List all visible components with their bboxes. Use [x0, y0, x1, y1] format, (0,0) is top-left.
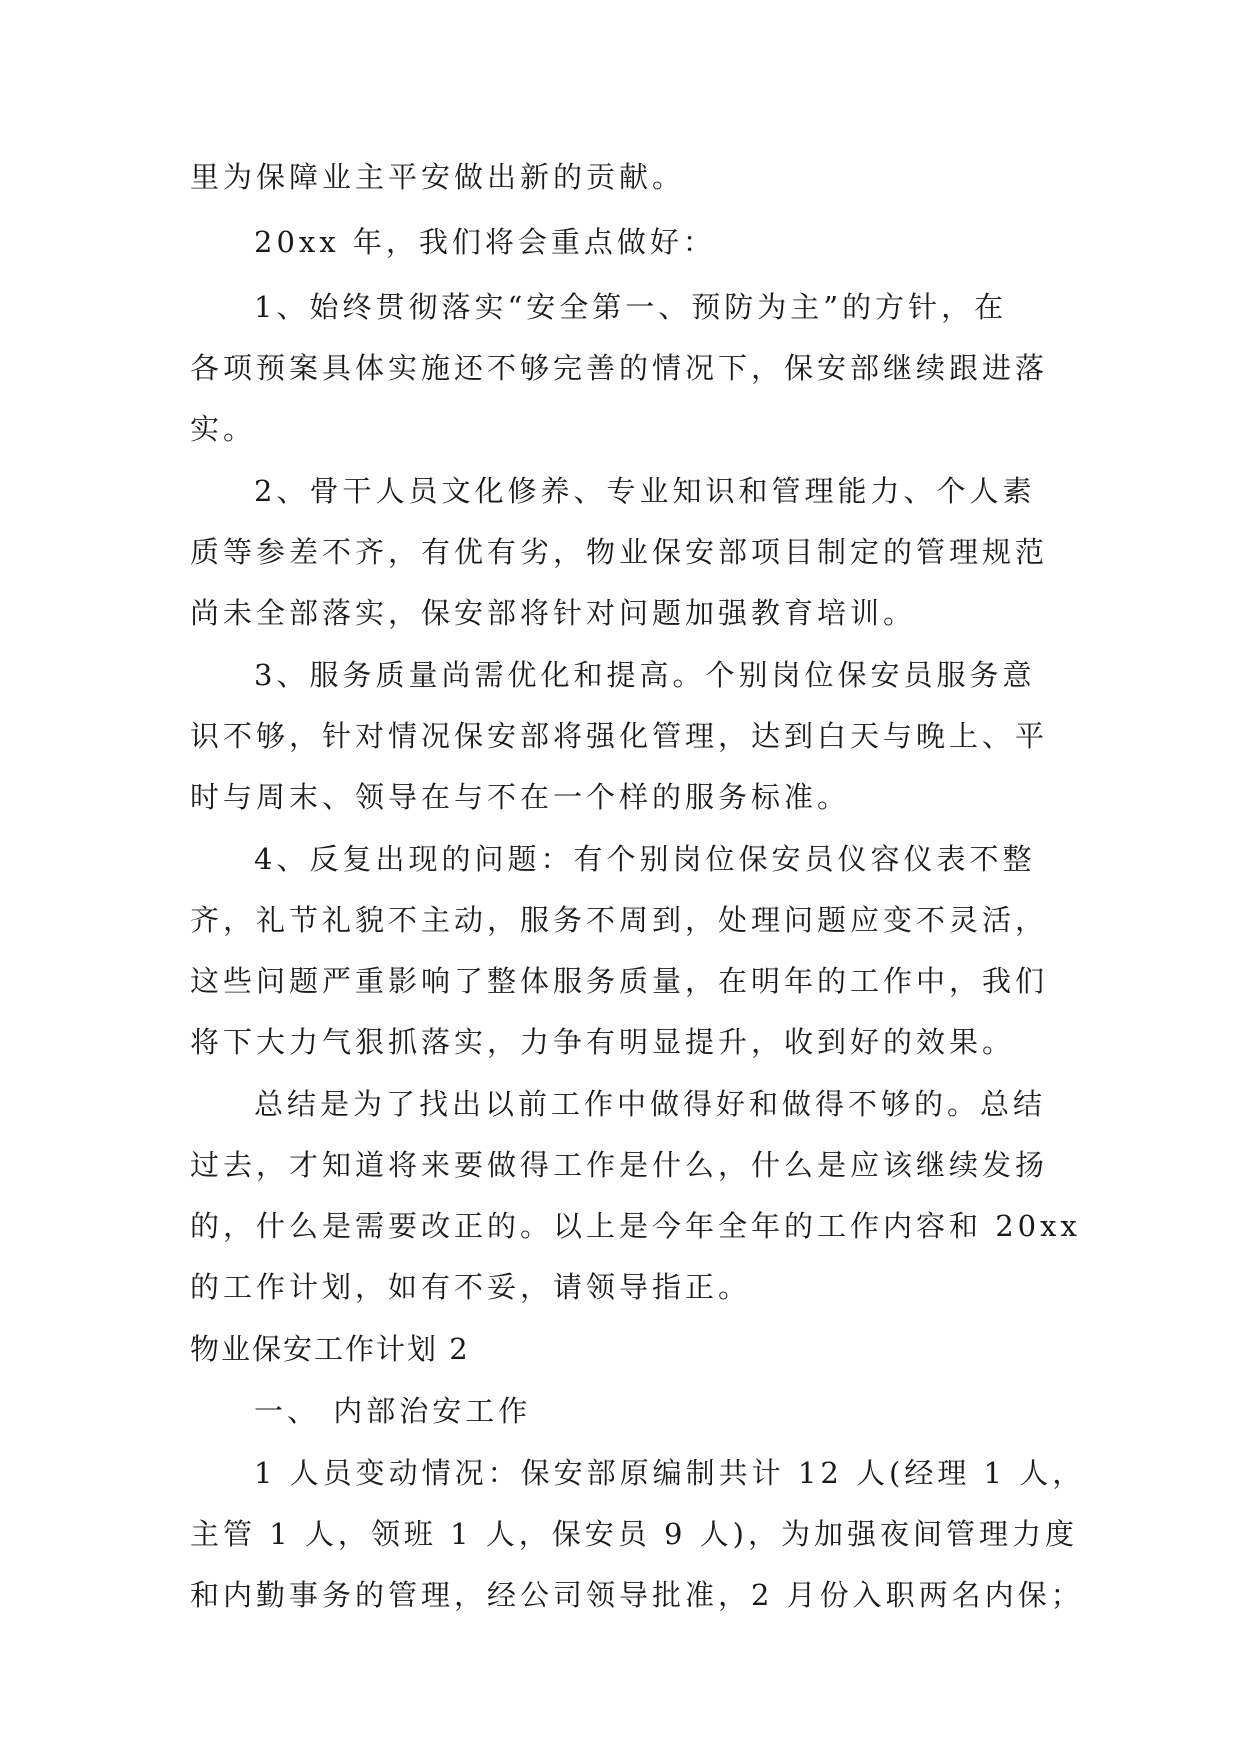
paragraph-line: 的，什么是需要改正的。以上是今年全年的工作内容和 20xx — [190, 1209, 1081, 1243]
paragraph-line: 的工作计划，如有不妥，请领导指正。 — [190, 1270, 752, 1304]
paragraph-line: 主管 1 人，领班 1 人，保安员 9 人)，为加强夜间管理力度 — [190, 1517, 1078, 1551]
paragraph-line: 各项预案具体实施还不够完善的情况下，保安部继续跟进落 — [190, 351, 1049, 385]
section-heading: 物业保安工作计划 2 — [190, 1332, 470, 1366]
paragraph-line: 20xx 年，我们将会重点做好： — [254, 225, 716, 259]
subsection-heading: 一、 内部治安工作 — [254, 1394, 532, 1428]
paragraph-line: 4、反复出现的问题：有个别岗位保安员仪容仪表不整 — [254, 842, 1036, 876]
paragraph-line: 3、服务质量尚需优化和提高。个别岗位保安员服务意 — [254, 658, 1036, 692]
paragraph-line: 1、始终贯彻落实“安全第一、预防为主”的方针，在 — [254, 290, 1008, 324]
paragraph-line: 过去，才知道将来要做得工作是什么，什么是应该继续发扬 — [190, 1148, 1049, 1182]
paragraph-line: 1 人员变动情况：保安部原编制共计 12 人(经理 1 人， — [254, 1456, 1086, 1490]
paragraph-line: 2、骨干人员文化修养、专业知识和管理能力、个人素 — [254, 474, 1036, 508]
paragraph-line: 实。 — [190, 412, 257, 446]
paragraph-line: 里为保障业主平安做出新的贡献。 — [190, 160, 686, 194]
paragraph-line: 和内勤事务的管理，经公司领导批准，2 月份入职两名内保； — [190, 1578, 1084, 1612]
paragraph-line: 这些问题严重影响了整体服务质量，在明年的工作中，我们 — [190, 964, 1049, 998]
paragraph-line: 识不够，针对情况保安部将强化管理，达到白天与晚上、平 — [190, 719, 1049, 753]
document-body — [190, 158, 1086, 1615]
paragraph-line: 总结是为了找出以前工作中做得好和做得不够的。总结 — [254, 1087, 1047, 1121]
paragraph-line: 时与周末、领导在与不在一个样的服务标准。 — [190, 780, 851, 814]
paragraph-line: 尚未全部落实，保安部将针对问题加强教育培训。 — [190, 596, 917, 630]
paragraph-line: 齐，礼节礼貌不主动，服务不周到，处理问题应变不灵活， — [190, 903, 1049, 937]
paragraph-line: 质等参差不齐，有优有劣，物业保安部项目制定的管理规范 — [190, 535, 1049, 569]
paragraph-line: 将下大力气狠抓落实，力争有明显提升，收到好的效果。 — [190, 1025, 1016, 1059]
